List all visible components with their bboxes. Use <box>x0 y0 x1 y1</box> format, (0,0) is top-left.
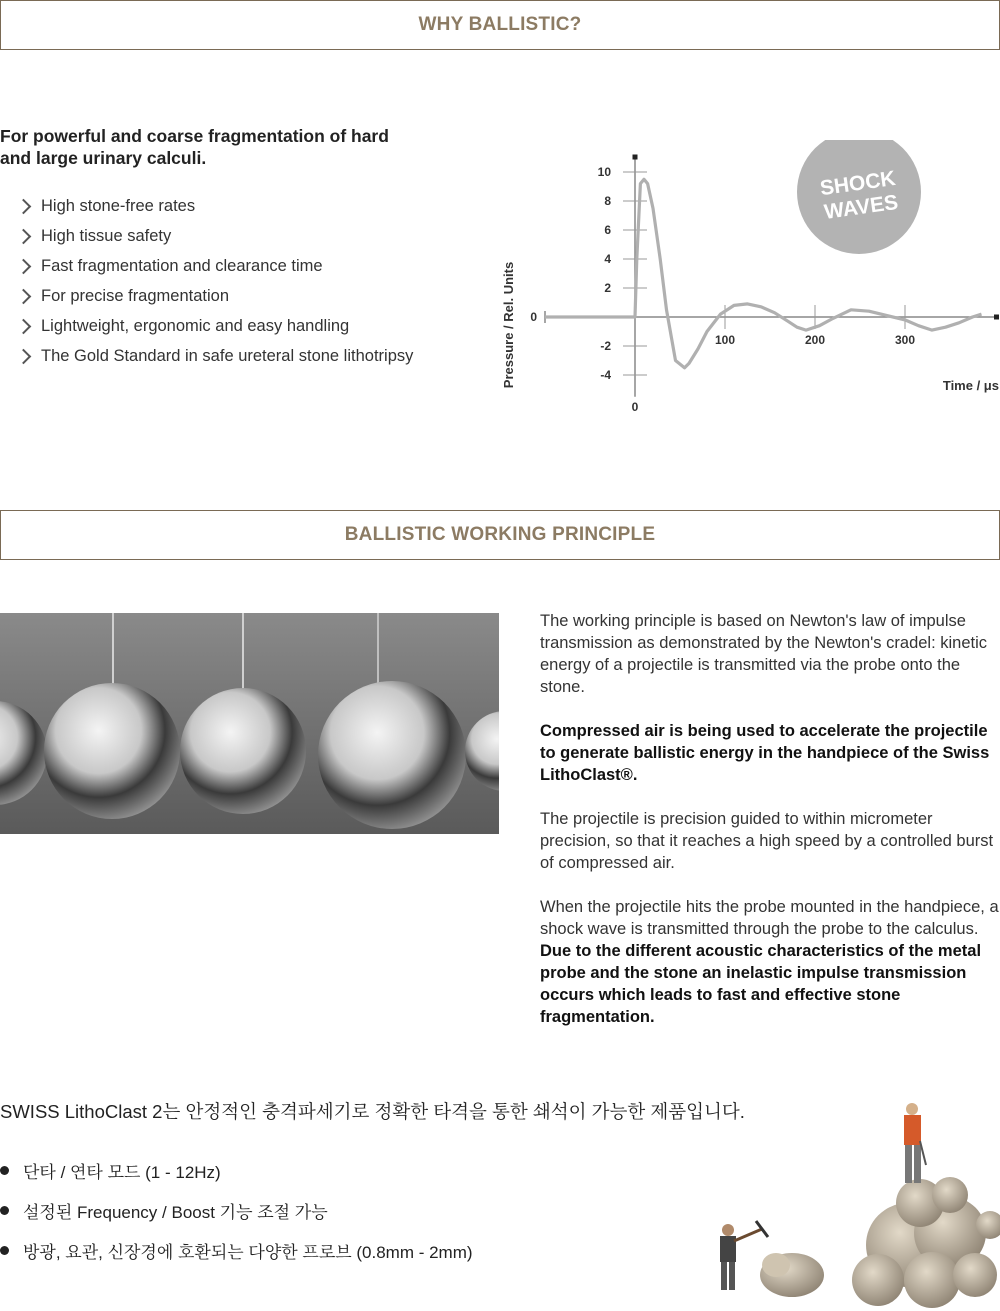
y-tick-label: 2 <box>604 281 611 295</box>
x-tick-label: 200 <box>804 333 826 347</box>
y-tick-label: -4 <box>600 368 611 382</box>
shock-waves-badge <box>797 140 921 254</box>
feature-label: High stone-free rates <box>41 196 196 215</box>
y-tick-label: 8 <box>604 194 611 208</box>
workers-on-stones-illustration <box>700 1095 1000 1311</box>
chart-axes <box>545 155 999 397</box>
feature-label: For precise fragmentation <box>41 286 230 305</box>
principle-plain: When the projectile hits the probe mounted in the handpiece, a shock wave is transmitted through the probe to the calculus. <box>540 898 999 938</box>
intro-text: For powerful and coarse fragmentation of hard and large urinary calculi. <box>0 126 389 168</box>
principle-paragraph-4 <box>540 896 1000 1028</box>
worker-standing-icon <box>904 1103 926 1183</box>
feature-label: Lightweight, ergonomic and easy handling <box>41 316 350 335</box>
section-header-why-ballistic <box>0 0 1000 50</box>
feature-label: The Gold Standard in safe ureteral stone lithotripsy <box>41 346 414 365</box>
y-axis-end-marker <box>633 155 638 160</box>
bullet-icon <box>0 1206 9 1215</box>
list-item <box>18 221 413 251</box>
pressure-chart <box>495 140 1000 430</box>
feature-label: High tissue safety <box>41 226 172 245</box>
list-item <box>18 191 413 221</box>
principle-paragraph-1: The working principle is based on Newton's law of impulse transmission as demonstrated by the Newton's cradel: kinetic energy of a projectile is transmitted via the probe onto the stone. <box>540 612 988 696</box>
list-item <box>18 311 413 341</box>
y-tick-label: 4 <box>604 252 611 266</box>
list-item <box>0 1150 473 1190</box>
bullet-icon <box>0 1246 9 1255</box>
badge-line2: WAVES <box>822 190 900 224</box>
feature-list <box>18 191 413 371</box>
bullet-icon <box>0 1166 9 1175</box>
chevron-right-icon <box>16 348 32 364</box>
korean-feature-list <box>0 1150 473 1270</box>
chevron-right-icon <box>16 318 32 334</box>
list-item <box>0 1190 473 1230</box>
x-axis-end-marker <box>994 315 999 320</box>
list-item <box>0 1230 473 1270</box>
feature-label: Fast fragmentation and clearance time <box>41 256 323 275</box>
y-tick-label: 6 <box>604 223 611 237</box>
chevron-right-icon <box>16 288 32 304</box>
section-header-working-principle <box>0 510 1000 560</box>
x-axis-label: Time / μs <box>942 378 999 393</box>
section-title: WHY BALLISTIC? <box>418 14 582 35</box>
section-title: BALLISTIC WORKING PRINCIPLE <box>344 524 656 545</box>
badge-line1: SHOCK <box>818 166 897 201</box>
x-tick-label: 100 <box>714 333 736 347</box>
principle-paragraph-2 <box>540 720 1000 786</box>
list-item <box>18 341 413 371</box>
list-item <box>18 281 413 311</box>
y-tick-label: 0 <box>530 310 537 324</box>
x-tick-label: 300 <box>894 333 916 347</box>
y-axis-label: Pressure / Rel. Units <box>501 261 516 389</box>
chevron-right-icon <box>16 258 32 274</box>
y-tick-label: 10 <box>597 165 611 179</box>
korean-item-label: 단타 / 연타 모드 (1 - 12Hz) <box>23 1162 221 1182</box>
x-tick-label: 0 <box>631 399 639 414</box>
stone-pile-icon <box>852 1177 1000 1308</box>
principle-emphasis: Compressed air is being used to accelerate the projectile to generate ballistic energy in the handpiece of the Swiss LithoClast®. <box>540 722 990 784</box>
korean-item-label: 설정된 Frequency / Boost 기능 조절 가능 <box>23 1202 328 1222</box>
principle-text <box>540 610 1000 1050</box>
chevron-right-icon <box>16 198 32 214</box>
y-tick-label: -2 <box>600 339 611 353</box>
principle-paragraph-3: The projectile is precision guided to within micrometer precision, so that it reaches a high speed by a controlled burst of compressed air. <box>540 810 994 872</box>
list-item <box>18 251 413 281</box>
chevron-right-icon <box>16 228 32 244</box>
korean-title: SWISS LithoClast 2는 안정적인 충격파세기로 정확한 타격을 통한 쇄석이 가능한 제품입니다. <box>0 1101 745 1122</box>
newtons-cradle-photo <box>0 613 499 834</box>
principle-emphasis: Due to the different acoustic characteristics of the metal probe and the stone an inelastic impulse transmission occurs which leads to fast and effective stone fragmentation. <box>540 942 982 1026</box>
korean-item-label: 방광, 요관, 신장경에 호환되는 다양한 프로브 (0.8mm - 2mm) <box>23 1242 473 1262</box>
